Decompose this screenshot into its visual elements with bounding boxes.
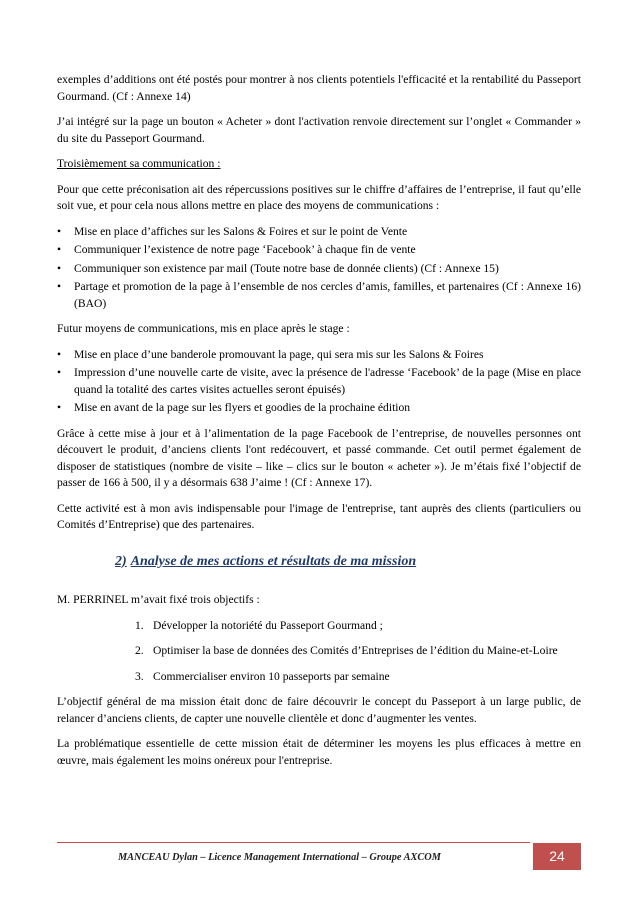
list-item — [57, 643, 581, 660]
section-number: 2) — [115, 553, 127, 569]
document-page — [57, 72, 581, 778]
communication-intro: Pour que cette préconisation ait des répercussions positives sur le chiffre d’affaires de l’entreprise, il faut qu’elle soit vue, et pour cela nous allons mettre en place des moyens de communications : — [57, 182, 581, 212]
results-paragraph-1: Grâce à cette mise à jour et à l’alimentation de la page Facebook de l’entreprise, de nouvelles personnes ont découvert le produit, d’anciens clients l'ont redécouvert, et passé commande. Cet outil permet également de disposer de statistiques (nombre de visite – like – clics sur le bouton « acheter »). Je m’étais fixé l’objectif de passer de 166 à 500, il y a désormais 638 J’aime ! (Cf : Annexe 17). — [57, 426, 581, 489]
list-item: • Impression d’une nouvelle carte de visite, avec la présence de l'adresse ‘Facebook’ de la page (Mise en place quand la totalité des cartes visites actuelles seront épuisés) — [57, 365, 581, 398]
objectives-list — [57, 618, 581, 686]
communication-bullet-list — [57, 224, 581, 313]
list-item: • Communiquer son existence par mail (Toute notre base de donnée clients) (Cf : Annexe 15) — [57, 261, 581, 278]
section-heading — [115, 554, 581, 571]
list-item: • Partage et promotion de la page à l’ensemble de nos cercles d’amis, familles, et partenaires (Cf : Annexe 16) (BAO) — [57, 279, 581, 312]
results-paragraph-2: Cette activité est à mon avis indispensable pour l'image de l'entreprise, tant auprès des clients (particuliers ou Comités d’Entreprise) que des partenaires. — [57, 501, 581, 531]
list-item: • Mise en place d’une banderole promouvant la page, qui sera mis sur les Salons & Foires — [57, 347, 581, 364]
list-item: • Mise en place d’affiches sur les Salons & Foires et sur le point de Vente — [57, 224, 581, 241]
section-title: Analyse de mes actions et résultats de ma mission — [130, 553, 417, 569]
objective-number: 1. — [135, 618, 144, 632]
closing-paragraph-1: L’objectif général de ma mission était donc de faire découvrir le concept du Passeport à un large public, de relancer d’anciens clients, de capter une nouvelle clientèle et donc d’augmenter les ventes. — [57, 695, 581, 725]
list-item — [57, 618, 581, 635]
objective-text: Développer la notoriété du Passeport Gourmand ; — [153, 618, 383, 632]
intro-paragraph-2: J’ai intégré sur la page un bouton « Acheter » dont l'activation renvoie directement sur l’onglet « Commander » du site du Passeport Gourmand. — [57, 115, 581, 145]
page-number-badge: 24 — [533, 843, 581, 870]
footer-divider — [57, 842, 530, 843]
objectives-intro: M. PERRINEL m’avait fixé trois objectifs : — [57, 593, 260, 606]
subheading-communication: Troisièmement sa communication : — [57, 157, 221, 170]
future-bullet-list — [57, 347, 581, 417]
future-intro: Futur moyens de communications, mis en place après le stage : — [57, 322, 350, 335]
objective-number: 3. — [135, 669, 144, 683]
footer-text: MANCEAU Dylan – Licence Management International – Groupe AXCOM — [118, 852, 441, 863]
intro-paragraph-1: exemples d’additions ont été postés pour montrer à nos clients potentiels l'efficacité et la rentabilité du Passeport Gourmand. (Cf : Annexe 14) — [57, 73, 581, 103]
closing-paragraph-2: La problématique essentielle de cette mission était de déterminer les moyens les plus efficaces à mettre en œuvre, mais également les moins onéreux pour l'entreprise. — [57, 737, 581, 767]
objective-number: 2. — [135, 644, 144, 657]
objective-text: Optimiser la base de données des Comités d’Entreprises de l’édition du Maine-et-Loire — [153, 644, 558, 657]
objective-text: Commercialiser environ 10 passeports par semaine — [153, 669, 390, 683]
list-item: • Communiquer l’existence de notre page ‘Facebook’ à chaque fin de vente — [57, 242, 581, 259]
list-item — [57, 669, 581, 686]
list-item: • Mise en avant de la page sur les flyers et goodies de la prochaine édition — [57, 400, 581, 417]
